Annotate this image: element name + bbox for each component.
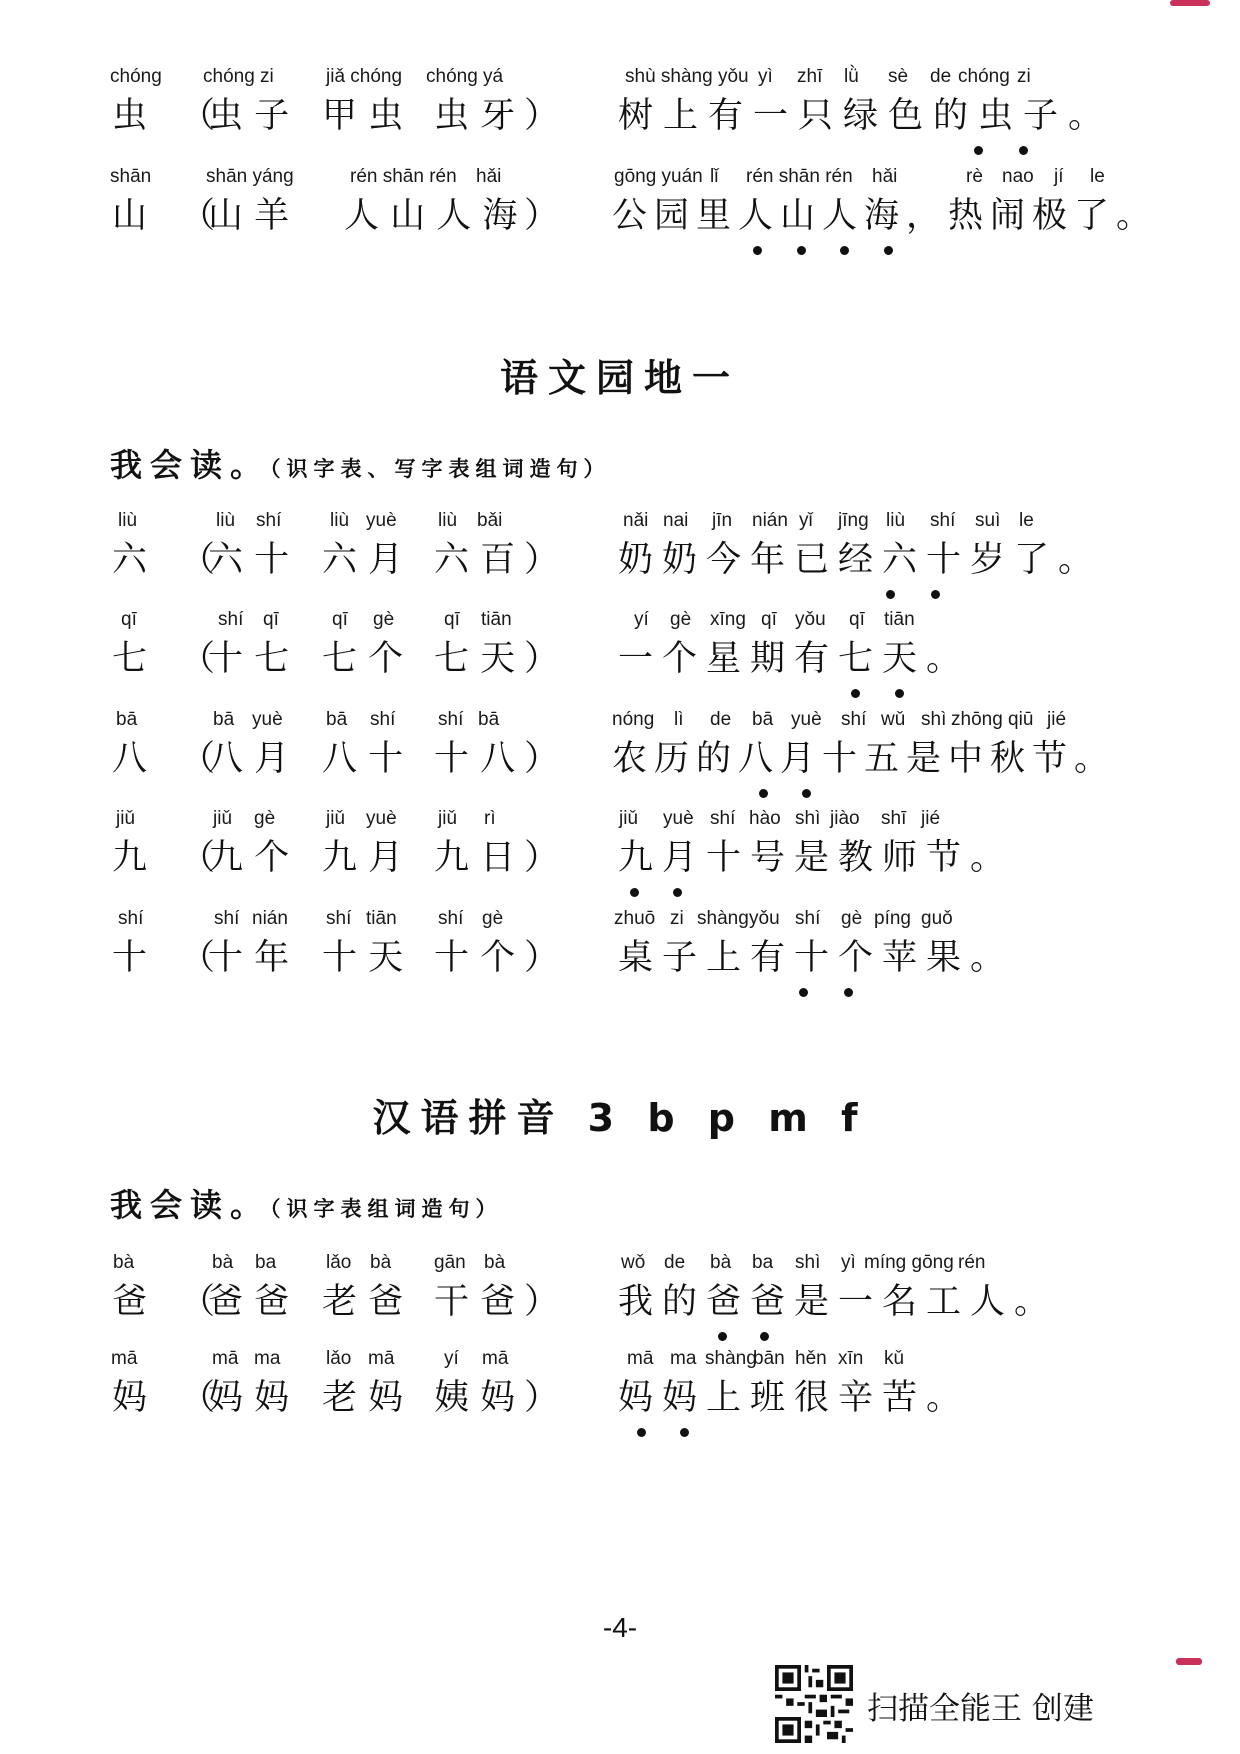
pinyin: rì	[484, 808, 496, 829]
pinyin: bà	[484, 1252, 506, 1273]
pinyin: bà	[710, 1252, 732, 1273]
pinyin: shì	[795, 808, 821, 829]
pinyin: le	[1019, 510, 1034, 531]
pinyin: shān	[110, 166, 152, 187]
pinyin: bà	[212, 1252, 234, 1273]
word: 姨 妈	[434, 1378, 516, 1418]
word-entry-shan	[0, 166, 1240, 266]
emphasis-dot	[974, 146, 983, 155]
pinyin: lǎo	[326, 1348, 352, 1369]
pinyin: jiǎ chóng	[326, 66, 403, 87]
word: 老 妈	[322, 1378, 404, 1418]
pinyin: bà	[113, 1252, 135, 1273]
example-sentence: 农历的八月十五是中秋节。	[612, 739, 1117, 779]
pinyin: jiǔ	[619, 808, 639, 829]
pinyin: zhī	[797, 66, 823, 87]
pinyin: liù	[216, 510, 236, 531]
page-number: -4-	[602, 1612, 638, 1643]
pinyin: shù shàng yǒu	[625, 66, 749, 87]
pinyin: rén shān rén	[350, 166, 457, 187]
pinyin: yì	[758, 66, 773, 87]
scanner-watermark	[775, 1665, 1215, 1749]
pinyin: ba	[752, 1252, 774, 1273]
pinyin: ma	[254, 1348, 281, 1369]
emphasis-dot	[802, 789, 811, 798]
pinyin: yǐ	[799, 510, 813, 531]
pinyin: chóng yá	[426, 66, 504, 87]
bracket-close: ）	[524, 1378, 560, 1418]
watermark-text: 扫描全能王 创建	[867, 1691, 1094, 1727]
bracket-open: （	[180, 739, 216, 779]
bracket-open: （	[180, 96, 216, 136]
pinyin: jīn	[712, 510, 733, 531]
word-entry-ba	[0, 709, 1240, 809]
pinyin: gān	[434, 1252, 466, 1273]
word: 六 十	[208, 540, 290, 580]
pinyin: qī	[761, 609, 777, 630]
pinyin: jiǔ	[326, 808, 346, 829]
emphasis-dot	[637, 1428, 646, 1437]
word: 爸 爸	[208, 1282, 290, 1322]
pinyin: jīng	[838, 510, 869, 531]
pinyin: bà	[370, 1252, 392, 1273]
word-entry-shi	[0, 908, 1240, 1008]
example-sentence: 公园里人山人海，热闹极了。	[612, 196, 1159, 236]
head-character: 八	[112, 739, 148, 779]
head-character: 山	[112, 196, 148, 236]
pinyin: bān	[753, 1348, 785, 1369]
emphasis-dot	[840, 246, 849, 255]
head-character: 六	[112, 540, 148, 580]
pinyin: gè	[482, 908, 504, 929]
word: 十 八	[434, 739, 516, 779]
example-sentence: 奶奶今年已经六十岁了。	[618, 540, 1103, 580]
pinyin: jiǔ	[438, 808, 458, 829]
pinyin: rén	[958, 1252, 986, 1273]
pinyin: shān yáng	[206, 166, 294, 187]
pinyin: kǔ	[884, 1348, 905, 1369]
emphasis-dot	[886, 590, 895, 599]
pinyin: qī	[444, 609, 460, 630]
word-entry-liu	[0, 510, 1240, 610]
pinyin: shí	[710, 808, 736, 829]
word: 七 天	[434, 639, 516, 679]
pinyin: suì	[975, 510, 1001, 531]
pinyin: jié	[1047, 709, 1067, 730]
emphasis-dot	[797, 246, 806, 255]
section-title: 汉语拼音 3 b p m f	[372, 1096, 868, 1140]
pinyin: shī	[881, 808, 907, 829]
pinyin: gè	[373, 609, 395, 630]
emphasis-dot	[799, 988, 808, 997]
pinyin: zhōng qiū	[951, 709, 1034, 730]
bracket-open: （	[180, 1282, 216, 1322]
pinyin: nǎi	[623, 510, 649, 531]
word: 老 爸	[322, 1282, 404, 1322]
pinyin: bā	[213, 709, 235, 730]
pinyin: hǎi	[476, 166, 502, 187]
head-character: 十	[112, 938, 148, 978]
pinyin: liù	[438, 510, 458, 531]
pinyin: shí	[370, 709, 396, 730]
word-entry-qi	[0, 609, 1240, 709]
bracket-close: ）	[524, 540, 560, 580]
word: 九 月	[322, 838, 404, 878]
scan-edge-mark	[1170, 0, 1210, 6]
instruction-note: （识字表、写字表组词造句）	[270, 457, 611, 481]
emphasis-dot	[630, 888, 639, 897]
pinyin: chóng	[110, 66, 162, 87]
pinyin: yí	[444, 1348, 459, 1369]
pinyin: jí	[1054, 166, 1064, 187]
pinyin: shí	[438, 908, 464, 929]
pinyin: shàng	[705, 1348, 757, 1369]
head-character: 七	[112, 639, 148, 679]
pinyin: liù	[886, 510, 906, 531]
emphasis-dot	[895, 689, 904, 698]
word: 十 年	[208, 938, 290, 978]
pinyin: píng	[874, 908, 911, 929]
pinyin: bā	[326, 709, 348, 730]
head-character: 妈	[112, 1378, 148, 1418]
pinyin: míng gōng	[864, 1252, 954, 1273]
example-sentence: 我的爸爸是一名工人。	[618, 1282, 1059, 1322]
bracket-open: （	[180, 196, 216, 236]
pinyin: tiān	[366, 908, 397, 929]
pinyin: bā	[752, 709, 774, 730]
bracket-close: ）	[524, 96, 560, 136]
pinyin: sè	[888, 66, 909, 87]
section-title: 语文园地一	[499, 356, 740, 400]
pinyin: shí	[256, 510, 282, 531]
pinyin: qī	[263, 609, 279, 630]
bracket-open: （	[180, 639, 216, 679]
pinyin: yuè	[252, 709, 283, 730]
pinyin: ba	[255, 1252, 277, 1273]
word-entry-chong	[0, 66, 1240, 166]
pinyin: shí	[326, 908, 352, 929]
pinyin: mā	[627, 1348, 654, 1369]
pinyin: yuè	[791, 709, 822, 730]
word: 六 月	[322, 540, 404, 580]
bracket-open: （	[180, 1378, 216, 1418]
pinyin: tiān	[884, 609, 915, 630]
head-character: 虫	[112, 96, 148, 136]
emphasis-dot	[753, 246, 762, 255]
emphasis-dot	[680, 1428, 689, 1437]
example-sentence: 一个星期有七天。	[618, 639, 971, 679]
instruction-heading	[110, 1180, 503, 1226]
pinyin: nián	[252, 908, 288, 929]
pinyin: lǎo	[326, 1252, 352, 1273]
emphasis-dot	[931, 590, 940, 599]
pinyin: shì	[795, 1252, 821, 1273]
pinyin: de	[930, 66, 952, 87]
emphasis-dot	[718, 1332, 727, 1341]
word: 十 天	[322, 938, 404, 978]
instruction-label: 我会读。	[110, 446, 271, 484]
pinyin: yǒu	[795, 609, 826, 630]
word: 甲 虫	[322, 96, 404, 136]
pinyin: liù	[118, 510, 138, 531]
pinyin: gè	[670, 609, 692, 630]
pinyin: yí	[634, 609, 649, 630]
emphasis-dot	[673, 888, 682, 897]
pinyin: shí	[438, 709, 464, 730]
example-sentence: 树上有一只绿色的虫子。	[618, 96, 1114, 136]
pinyin: yuè	[663, 808, 694, 829]
instruction-label: 我会读。	[110, 1186, 271, 1224]
pinyin: ma	[670, 1348, 697, 1369]
head-character: 爸	[112, 1282, 148, 1322]
instruction-heading	[110, 440, 611, 486]
example-sentence: 妈妈上班很辛苦。	[618, 1378, 971, 1418]
pinyin: zhuō	[614, 908, 656, 929]
word: 干 爸	[434, 1282, 516, 1322]
emphasis-dot	[884, 246, 893, 255]
pinyin: hào	[749, 808, 781, 829]
pinyin: shí	[795, 908, 821, 929]
pinyin: jiào	[830, 808, 860, 829]
pinyin: qī	[332, 609, 348, 630]
pinyin: mā	[368, 1348, 395, 1369]
pinyin: hǎi	[872, 166, 898, 187]
pinyin: shí	[118, 908, 144, 929]
pinyin: le	[1090, 166, 1105, 187]
word-entry-ba-father	[0, 1252, 1240, 1352]
pinyin: nai	[663, 510, 689, 531]
emphasis-dot	[760, 1332, 769, 1341]
pinyin: yuè	[366, 510, 397, 531]
pinyin: nián	[752, 510, 788, 531]
pinyin: qī	[849, 609, 865, 630]
word: 虫 牙	[434, 96, 516, 136]
pinyin: gè	[254, 808, 276, 829]
pinyin: guǒ	[921, 908, 953, 929]
pinyin: wǔ	[881, 709, 906, 730]
pinyin: nóng	[612, 709, 655, 730]
qr-code-icon	[775, 1665, 853, 1743]
bracket-close: ）	[524, 196, 560, 236]
pinyin: de	[664, 1252, 686, 1273]
pinyin: rè	[966, 166, 983, 187]
pinyin: yì	[841, 1252, 856, 1273]
example-sentence: 九月十号是教师节。	[618, 838, 1015, 878]
pinyin: lǜ	[844, 66, 859, 87]
pinyin: hěn	[795, 1348, 827, 1369]
pinyin: shí	[218, 609, 244, 630]
pinyin: zi	[1017, 66, 1031, 87]
word: 十 个	[434, 938, 516, 978]
pinyin: de	[710, 709, 732, 730]
pinyin: shí	[930, 510, 956, 531]
pinyin: lì	[674, 709, 684, 730]
word-entry-ma	[0, 1348, 1240, 1448]
word: 九 日	[434, 838, 516, 878]
pinyin: chóng zi	[203, 66, 274, 87]
instruction-note: （识字表组词造句）	[270, 1197, 503, 1221]
word: 八 十	[322, 739, 404, 779]
pinyin: yuè	[366, 808, 397, 829]
bracket-close: ）	[524, 739, 560, 779]
word: 七 个	[322, 639, 404, 679]
word: 九 个	[208, 838, 290, 878]
pinyin: bā	[478, 709, 500, 730]
pinyin: rén shān rén	[746, 166, 853, 187]
pinyin: gōng yuán	[614, 166, 703, 187]
example-sentence: 桌子上有十个苹果。	[618, 938, 1015, 978]
pinyin: jié	[921, 808, 941, 829]
pinyin: jiǔ	[213, 808, 233, 829]
pinyin: shí	[841, 709, 867, 730]
pinyin: xīn	[838, 1348, 864, 1369]
pinyin: qī	[121, 609, 137, 630]
bracket-close: ）	[524, 938, 560, 978]
word: 虫 子	[208, 96, 290, 136]
bracket-open: （	[180, 838, 216, 878]
pinyin: tiān	[481, 609, 512, 630]
emphasis-dot	[1019, 146, 1028, 155]
pinyin: wǒ	[621, 1252, 646, 1273]
word: 六 百	[434, 540, 516, 580]
emphasis-dot	[759, 789, 768, 798]
pinyin: nao	[1002, 166, 1034, 187]
pinyin: shàng	[697, 908, 749, 929]
pinyin: gè	[841, 908, 863, 929]
emphasis-dot	[844, 988, 853, 997]
bracket-close: ）	[524, 1282, 560, 1322]
head-character: 九	[112, 838, 148, 878]
pinyin: liù	[330, 510, 350, 531]
pinyin: lǐ	[710, 166, 719, 187]
bracket-close: ）	[524, 838, 560, 878]
bracket-open: （	[180, 938, 216, 978]
pinyin: xīng	[710, 609, 746, 630]
word: 妈 妈	[208, 1378, 290, 1418]
pinyin: bā	[116, 709, 138, 730]
bracket-close: ）	[524, 639, 560, 679]
pinyin: chóng	[958, 66, 1010, 87]
pinyin: mā	[482, 1348, 509, 1369]
bracket-open: （	[180, 540, 216, 580]
scan-edge-mark	[1176, 1658, 1202, 1665]
pinyin: shí	[214, 908, 240, 929]
pinyin: mā	[111, 1348, 138, 1369]
word: 八 月	[208, 739, 290, 779]
word: 人 山 人 海	[344, 196, 518, 236]
pinyin: shì	[921, 709, 947, 730]
pinyin: yǒu	[749, 908, 780, 929]
pinyin: mā	[212, 1348, 239, 1369]
pinyin: jiǔ	[116, 808, 136, 829]
word-entry-jiu	[0, 808, 1240, 908]
word: 山 羊	[208, 196, 290, 236]
word: 十 七	[208, 639, 290, 679]
emphasis-dot	[851, 689, 860, 698]
pinyin: bǎi	[477, 510, 503, 531]
pinyin: zi	[670, 908, 684, 929]
